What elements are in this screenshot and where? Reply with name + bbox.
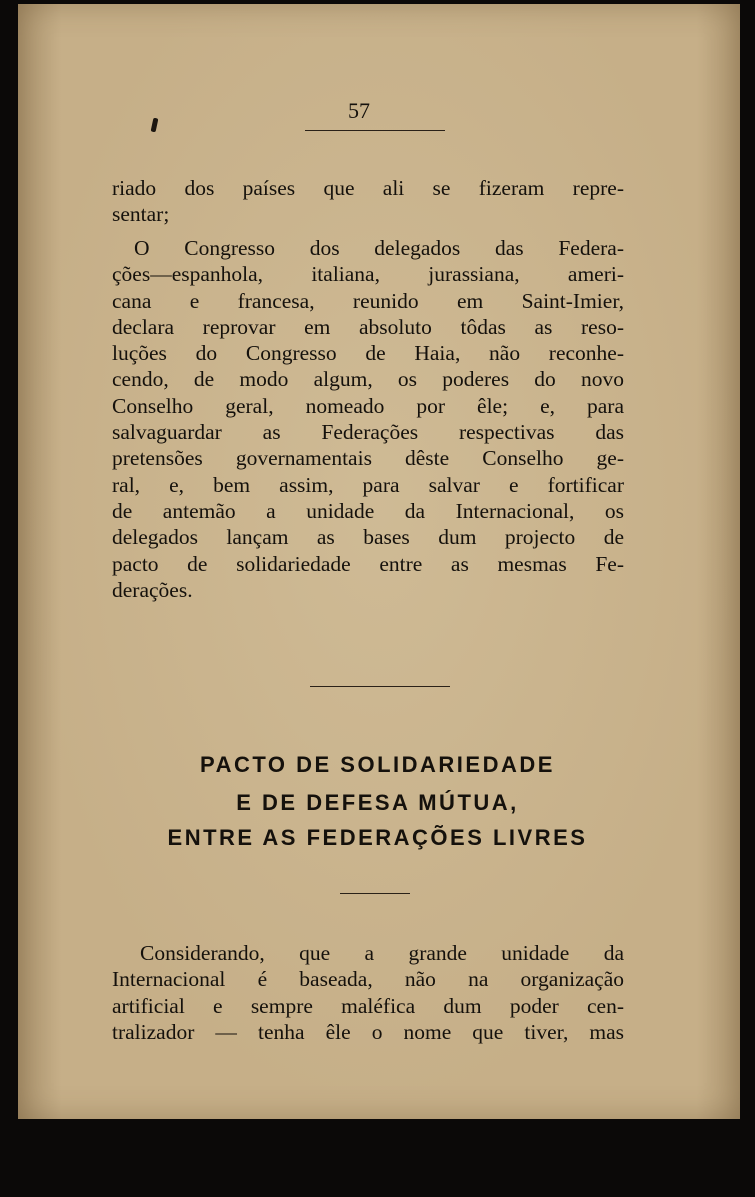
- text-line: Conselho geral, nomeado por êle; e, para: [112, 393, 624, 418]
- text-line: delegados lançam as bases dum projecto de: [112, 525, 624, 550]
- section-title-line-2: E DE DEFESA MÚTUA,: [236, 790, 519, 815]
- paragraph-considering: [112, 940, 624, 1045]
- text-line: luções do Congresso de Haia, não reconhe-: [112, 341, 624, 366]
- paragraph-continuation: [112, 175, 624, 228]
- text-line: tralizador — tenha êle o nome que tiver, mas: [112, 1019, 624, 1044]
- text-line: ções—espanhola, italiana, jurassiana, ameri-: [112, 262, 624, 287]
- text-line: derações.: [112, 577, 193, 602]
- text-line: declara reprovar em absoluto tôdas as reso-: [112, 314, 624, 339]
- text-line: pacto de solidariedade entre as mesmas Fe-: [112, 551, 624, 576]
- text-line: de antemão a unidade da Internacional, os: [112, 498, 624, 523]
- section-divider: [310, 686, 450, 687]
- page-number: 57: [348, 98, 370, 123]
- header-rule: [305, 130, 445, 131]
- text-line: O Congresso dos delegados das Federa-: [134, 236, 624, 260]
- text-line: cendo, de modo algum, os poderes do novo: [112, 367, 624, 392]
- text-line: pretensões governamentais dêste Conselho ge-: [112, 446, 624, 471]
- section-title-line-1: PACTO DE SOLIDARIEDADE: [200, 752, 555, 777]
- text-line: artificial e sempre maléfica dum poder cen-: [112, 993, 624, 1018]
- paragraph-resolution: [112, 235, 624, 603]
- text-line: Internacional é baseada, não na organização: [112, 967, 624, 992]
- section-divider-small: [340, 893, 410, 894]
- text-line: Considerando, que a grande unidade da: [140, 941, 624, 965]
- text-line: salvaguardar as Federações respectivas das: [112, 420, 624, 445]
- text-line: ral, e, bem assim, para salvar e fortificar: [112, 472, 624, 497]
- section-title-line-3: ENTRE AS FEDERAÇÕES LIVRES: [167, 825, 588, 850]
- text-line: riado dos países que ali se fizeram repre-: [112, 176, 624, 200]
- text-line: sentar;: [112, 202, 170, 227]
- text-line: cana e francesa, reunido em Saint-Imier,: [112, 288, 624, 313]
